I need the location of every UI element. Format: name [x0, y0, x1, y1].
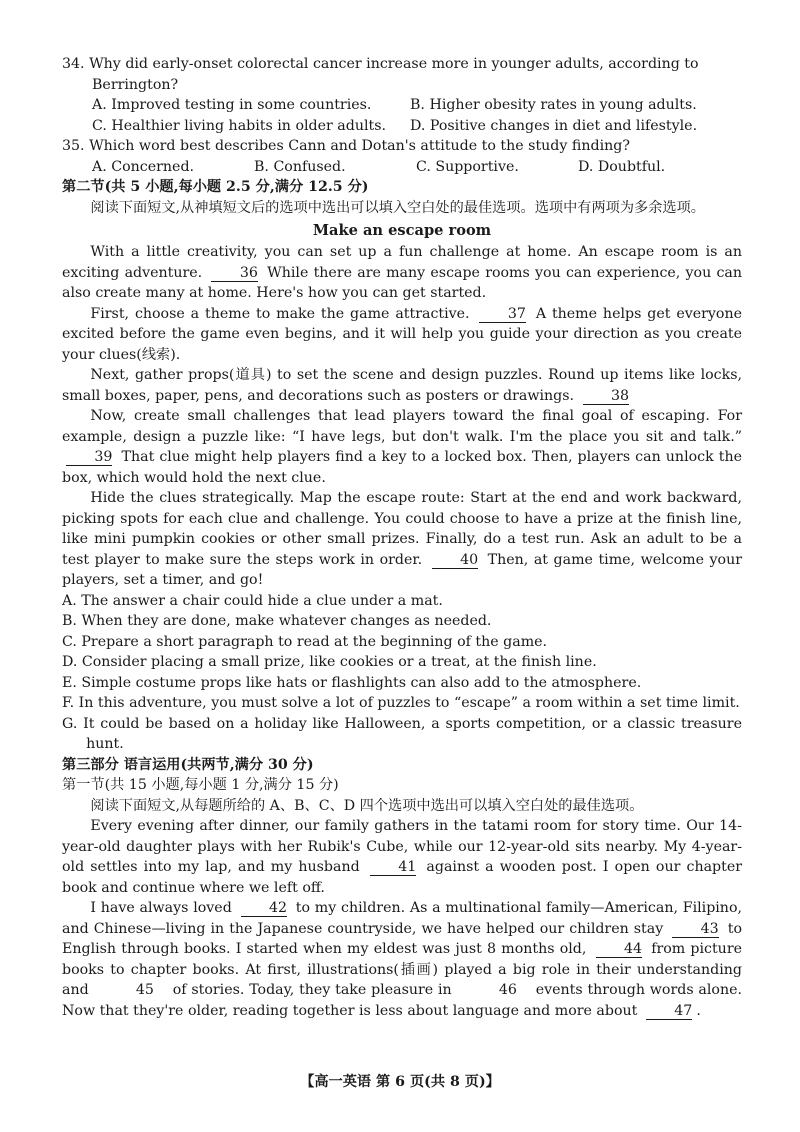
- passage1-paragraph-4: [62, 406, 742, 488]
- section2-instructions: 阅读下面短文,从神填短文后的选项中选出可以填入空白处的最佳选项。选项中有两项为多余选项。: [90, 199, 705, 216]
- q34-options-row1: [62, 95, 742, 116]
- passage-title: Make an escape room: [312, 222, 492, 239]
- passage1-paragraph-5: [62, 488, 742, 591]
- passage1-paragraph-2: [62, 304, 742, 366]
- option-d: D. Consider placing a small prize, like cookies or a treat, at the finish line.: [62, 654, 597, 670]
- p2-2-end: .: [696, 1002, 701, 1019]
- q35-option-a: A. Concerned.: [92, 158, 195, 175]
- option-c: C. Prepare a short paragraph to read at the beginning of the game.: [62, 633, 548, 650]
- blank-41[interactable]: 41: [370, 859, 416, 876]
- p2-2-text-d: from picture books to chapter books. At first, illustrations(插画) played a big role in their understanding and: [62, 941, 742, 998]
- p1-text-a: With a little creativity, you can set up a fun challenge at home. An escape room is an exciting adventure.: [62, 244, 742, 281]
- part3-section1-heading: 第一节(共 15 小题,每小题 1 分,满分 15 分): [62, 777, 339, 793]
- q34-option-a: A. Improved testing in some countries.: [92, 97, 372, 113]
- p2-2-text-c: to English through books. I started when my eldest was just 8 months old,: [62, 920, 742, 957]
- p4-text-b: That clue might help players find a key to a locked box. Then, players can unlock the box, which would hold the next clue.: [62, 449, 742, 486]
- p3-text-a: Next, gather props(道具) to set the scene and design puzzles. Round up items like locks, small boxes, paper, pens, and decorations such as posters or drawings.: [62, 367, 742, 404]
- question-34: [62, 54, 742, 136]
- q34-stem-line2: Berrington?: [92, 76, 179, 93]
- p5-text-a: Hide the clues strategically. Map the escape route: Start at the end and work backward, picking spots for each clue and challenge. You could choose to have a prize at the finish line, like mini pumpkin cookies or other small prizes. Finally, do a test run. Ask an adult to be a test player to make sure the steps work in order.: [62, 490, 742, 568]
- blank-40[interactable]: 40: [432, 552, 478, 569]
- p2-2-text-f: events through words alone. Now that they're older, reading together is less about language and more about: [62, 982, 743, 1019]
- p5-text-b: Then, at game time, welcome your players, set a timer, and go!: [62, 551, 743, 588]
- blank-42[interactable]: 42: [241, 900, 287, 917]
- page-footer: 【高一英语 第 6 页(共 8 页)】: [300, 1074, 500, 1090]
- blank-47[interactable]: 47: [646, 1003, 692, 1020]
- p2-2-text-e: of stories. Today, they take pleasure in: [172, 982, 452, 998]
- blank-46[interactable]: 46: [498, 982, 517, 998]
- option-b: B. When they are done, make whatever changes as needed.: [62, 613, 492, 629]
- passage1-paragraph-3: [62, 365, 742, 406]
- q34-stem-line1: 34. Why did early-onset colorectal cancer increase more in younger adults, according to: [62, 56, 699, 72]
- question-35: [62, 136, 742, 177]
- blank-43[interactable]: 43: [672, 921, 718, 938]
- q35-stem: 35. Which word best describes Cann and Dotan's attitude to the study finding?: [62, 138, 630, 154]
- blank-44[interactable]: 44: [596, 941, 642, 958]
- p2-text-b: A theme helps get everyone excited before the game even begins, and it will help you guide your direction as you create your clues(线索).: [62, 305, 743, 363]
- part3-heading: 第三部分 语言运用(共两节,满分 30 分): [62, 756, 314, 773]
- passage1-paragraph-1: [62, 242, 742, 304]
- q34-option-c: C. Healthier living habits in older adults.: [92, 117, 387, 134]
- q35-option-d: D. Doubtful.: [578, 158, 666, 175]
- blank-37[interactable]: 37: [479, 306, 525, 323]
- p2-1-text-b: against a wooden post. I open our chapter book and continue where we left off.: [62, 859, 743, 896]
- p2-2-text-a: I have always loved: [90, 900, 232, 916]
- option-g: G. It could be based on a holiday like Halloween, a sports competition, or a classic treasure hunt.: [62, 715, 742, 752]
- option-a: A. The answer a chair could hide a clue under a mat.: [62, 592, 443, 609]
- part3-section1-instructions: 阅读下面短文,从每题所给的 A、B、C、D 四个选项中选出可以填入空白处的最佳选项。: [90, 797, 644, 814]
- q34-option-b: B. Higher obesity rates in young adults.: [410, 97, 697, 113]
- blank-39[interactable]: 39: [66, 449, 112, 466]
- q35-option-b: B. Confused.: [254, 158, 346, 175]
- section2-heading: 第二节(共 5 小题,每小题 2.5 分,满分 12.5 分): [62, 179, 369, 195]
- blank-45[interactable]: 45: [135, 982, 154, 998]
- passage2-paragraph-2: [62, 898, 742, 1021]
- q34-option-d: D. Positive changes in diet and lifestyle.: [410, 117, 698, 134]
- option-e: E. Simple costume props like hats or flashlights can also add to the atmosphere.: [62, 674, 642, 691]
- passage2-paragraph-1: [62, 816, 742, 898]
- q34-options-row2: [62, 116, 742, 137]
- q35-option-c: C. Supportive.: [416, 158, 519, 175]
- p2-text-a: First, choose a theme to make the game attractive.: [90, 305, 470, 322]
- q35-options-row: [62, 157, 742, 178]
- p1-text-b: While there are many escape rooms you can experience, you can also create many at home. Here's how you can get started.: [62, 264, 743, 301]
- p4-text-a: Now, create small challenges that lead players toward the final goal of escaping. For example, design a puzzle like: “I have legs, but don't walk. I'm the place you sit and talk.”: [62, 408, 742, 445]
- blank-36[interactable]: 36: [211, 265, 257, 282]
- p2-2-text-b: to my children. As a multinational family—American, Filipino, and Chinese—living in the Japanese countryside, we have helped our children stay: [62, 900, 742, 937]
- blank-38[interactable]: 38: [583, 388, 629, 405]
- option-f: F. In this adventure, you must solve a lot of puzzles to “escape” a room within a set time limit.: [62, 695, 740, 711]
- p2-1-text-a: Every evening after dinner, our family gathers in the tatami room for story time. Our 14-year-old daughter plays with her Rubik's Cube, while our 12-year-old sits nearby. My 4-year-old settles into my lap, and my husband: [62, 818, 742, 875]
- options-list: [62, 591, 742, 755]
